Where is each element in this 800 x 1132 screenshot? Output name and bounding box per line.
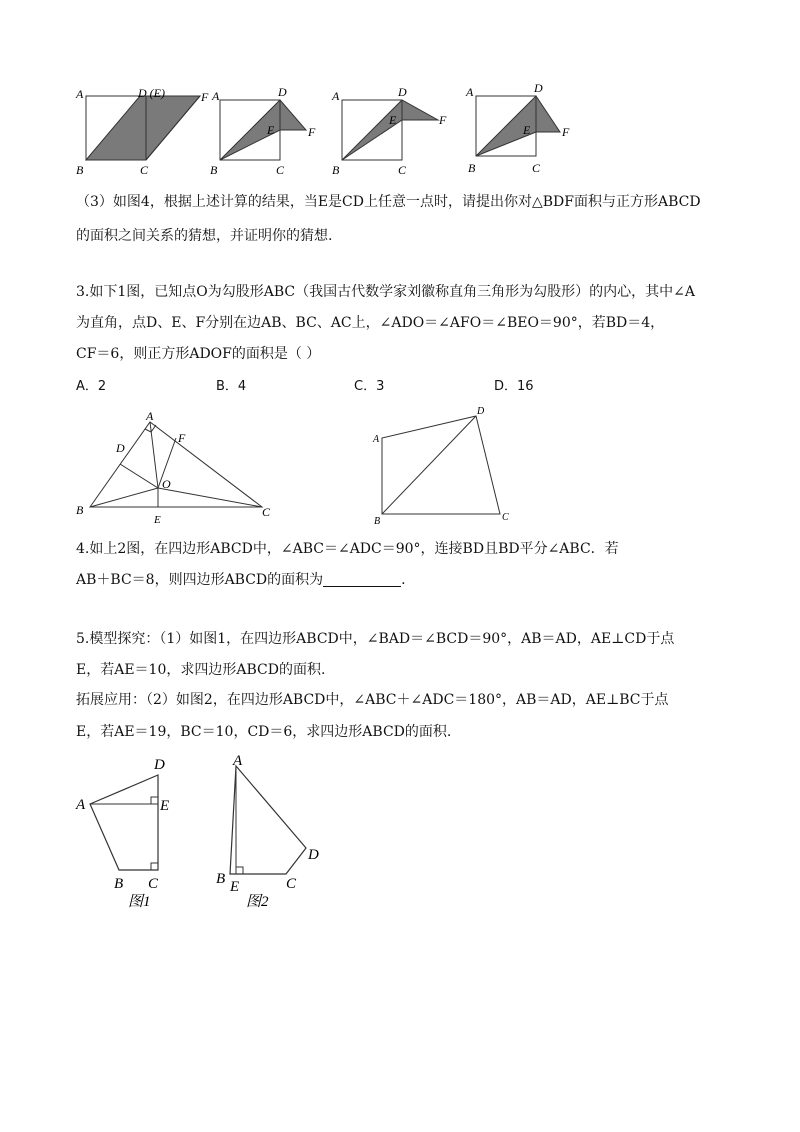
fig3-label-C: C [398,163,407,177]
q3-label-A: A [146,409,154,423]
q5-fig2-label-B: B [216,871,226,887]
q5-line2: E，若AE＝10，求四边形ABCD的面积. [76,662,326,678]
fig3-label-F: F [439,113,447,127]
fig1-label-B: B [76,163,84,177]
q3-label-O: O [162,477,171,491]
q4-quadrilateral-figure [368,402,518,526]
q3-label-F: F [178,431,186,445]
q5-fig2-label-C: C [286,876,297,892]
q4-label-B: B [374,516,381,526]
q4-answer-blank[interactable] [323,572,401,587]
fig2-label-F: F [308,125,316,139]
fig1-label-A: A [76,87,84,101]
q3-label-D: D [116,441,125,455]
top-figure-1 [72,86,217,178]
q5-line4: E，若AE＝19，BC＝10，CD＝6，求四边形ABCD的面积. [76,724,452,740]
fig4-label-C: C [532,161,541,175]
fig2-label-A: A [212,89,220,103]
q5-fig1-label-E: E [160,798,170,814]
q5-fig1-label-D: D [154,757,165,773]
q3-line2: 为直角，点D、E、F分别在边AB、BC、AC上，∠ADO＝∠AFO＝∠BEO＝90°，若BD＝4， [76,315,665,331]
q5-fig2-caption: 图2 [246,894,269,910]
q5-figure-2 [210,748,340,916]
q3-triangle-figure [72,408,282,528]
q4-label-C: C [502,512,509,523]
fig4-label-B: B [468,161,476,175]
q3-line3: CF＝6，则正方形ADOF的面积是（ ） [76,346,321,362]
fig3-label-B: B [332,163,340,177]
q3-line1: 3.如下1图，已知点O为勾股形ABC（我国古代数学家刘徽称直角三角形为勾股形）的内心，其中∠A [76,284,695,300]
q4-label-D: D [477,406,485,417]
q3-option-d: D．16 [494,379,534,394]
fig4-label-A: A [466,85,474,99]
q3-label-C: C [262,505,271,519]
top-figure-3 [328,86,452,178]
q4-line2-text: AB＋BC＝8，则四边形ABCD的面积为 [76,572,324,588]
top-figure-2 [206,86,326,178]
fig2-label-E: E [267,123,275,137]
q5-fig2-label-A: A [233,753,243,769]
q5-fig2-label-E: E [230,879,240,895]
fig2-label-D: D [278,86,287,99]
q3-label-E: E [154,514,161,526]
fig4-label-E: E [523,123,531,137]
fig2-label-B: B [210,163,218,177]
fig4-label-F: F [562,125,570,139]
q4-line2-end: . [401,572,406,588]
fig4-label-D: D [534,82,543,95]
q3-option-b: B．4 [216,379,247,394]
fig3-label-A: A [332,89,340,103]
q4-label-A: A [373,434,380,445]
q5-line1: 5.模型探究：（1）如图1，在四边形ABCD中，∠BAD＝∠BCD＝90°，AB＝AD，AE⊥CD于点 [76,631,675,647]
q2-part3-line2: 的面积之间关系的猜想，并证明你的猜想. [76,228,333,244]
fig1-label-F: F [201,90,209,104]
fig3-label-D: D [398,86,407,99]
q4-line1: 4.如上2图，在四边形ABCD中，∠ABC＝∠ADC＝90°，连接BD且BD平分∠ABC．若 [76,541,619,557]
top-figure-4 [462,82,582,178]
fig1-label-C: C [140,163,149,177]
q3-label-B: B [76,503,84,517]
fig2-label-C: C [276,163,285,177]
q4-line2 [76,570,406,590]
q5-fig1-label-C: C [148,876,159,892]
fig1-label-DE: D (E) [138,86,165,100]
q5-fig1-label-B: B [114,876,124,892]
q5-fig2-label-D: D [308,847,319,863]
q3-option-a: A．2 [76,379,107,394]
q5-figure-1 [72,748,182,916]
q5-fig1-caption: 图1 [128,894,151,910]
q5-fig1-label-A: A [76,797,86,813]
q2-part3-line1: （3）如图4，根据上述计算的结果，当E是CD上任意一点时，请提出你对△BDF面积与正方形ABCD [76,194,701,210]
q3-option-c: C．3 [354,379,385,394]
fig3-label-E: E [389,113,397,127]
q5-line3: 拓展应用：（2）如图2，在四边形ABCD中，∠ABC＋∠ADC＝180°，AB＝AD，AE⊥BC于点 [76,692,669,708]
